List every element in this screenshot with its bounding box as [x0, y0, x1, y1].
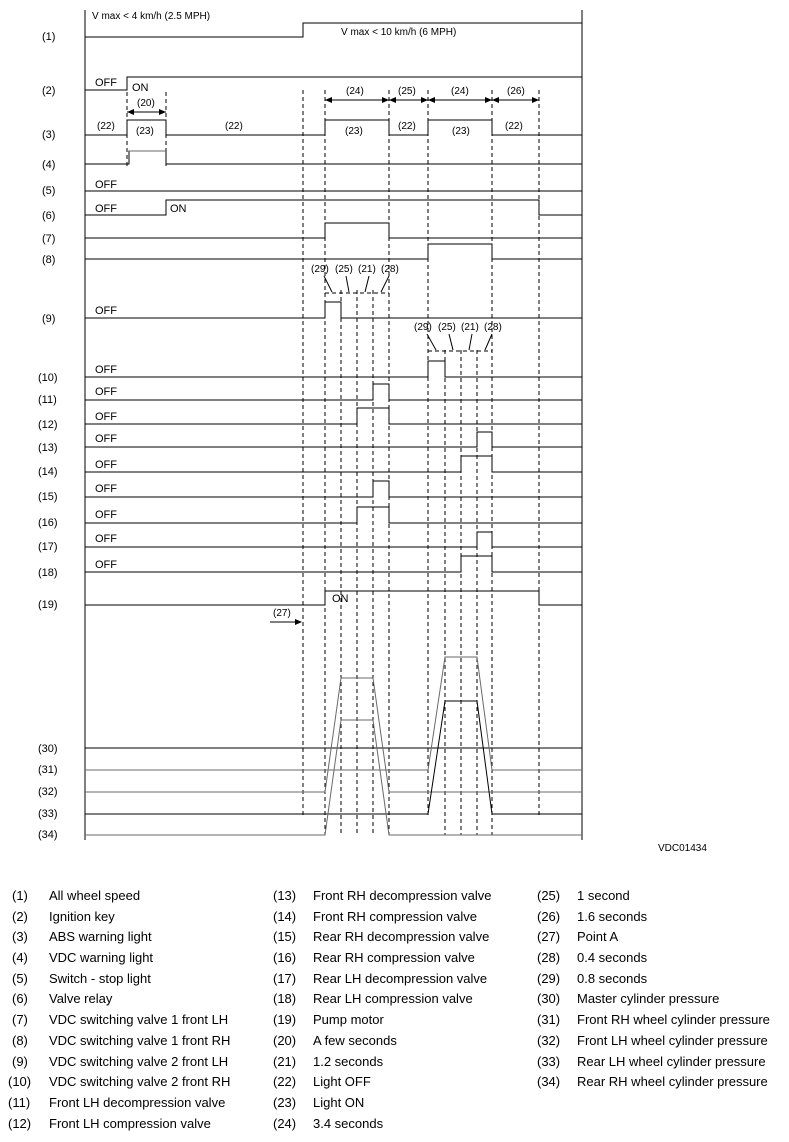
legend-item	[8, 1115, 262, 1137]
annotation-label: (29)	[414, 322, 432, 333]
row-number: (34)	[38, 829, 58, 841]
row-number: (10)	[38, 372, 58, 384]
legend-number: (16)	[273, 950, 297, 966]
legend-item	[537, 929, 787, 950]
legend-item	[273, 1074, 533, 1095]
row-number: (3)	[42, 129, 56, 141]
row-number: (9)	[42, 313, 56, 325]
legend-item	[537, 909, 787, 930]
row-number: (11)	[38, 394, 57, 406]
row-number: (15)	[38, 491, 58, 503]
legend-text: Rear RH decompression valve	[313, 929, 490, 945]
row-number: (2)	[42, 85, 56, 97]
legend-text: 0.4 seconds	[577, 950, 648, 966]
legend-text: 1 second	[577, 888, 630, 903]
legend-text: 1.2 seconds	[313, 1053, 384, 1069]
row-number: (7)	[42, 233, 56, 245]
legend-text: Point A	[577, 929, 619, 945]
annotation-label: (23)	[136, 126, 154, 137]
state-label: OFF	[95, 533, 117, 545]
row-number: (17)	[38, 541, 58, 553]
signal-rear-lh-decompression	[85, 532, 582, 547]
legend-text: Light OFF	[313, 1074, 371, 1090]
annotation-label: (22)	[398, 121, 416, 132]
legend-number: (17)	[273, 970, 297, 986]
legend-text: 0.8 seconds	[577, 970, 648, 986]
annotation-label: (21)	[358, 264, 376, 275]
legend-number: (26)	[537, 908, 561, 924]
legend-item	[273, 1033, 533, 1054]
row-number: (8)	[42, 254, 56, 266]
legend-text: Pump motor	[313, 1012, 384, 1028]
legend-number: (13)	[273, 888, 297, 903]
signal-rear-lh-wheel-pressure	[85, 701, 582, 814]
arrowhead	[325, 97, 332, 103]
legend-number: (7)	[12, 1012, 28, 1028]
legend-number: (33)	[537, 1053, 561, 1069]
legend-item	[537, 1074, 787, 1095]
row-number: (6)	[42, 210, 56, 222]
legend-item	[12, 929, 262, 950]
legend-text: Valve relay	[49, 991, 113, 1007]
legend-text: VDC switching valve 2 front LH	[49, 1053, 229, 1069]
legend-number: (29)	[537, 970, 561, 986]
legend-number: (23)	[273, 1094, 297, 1110]
annotation-label: (24)	[346, 86, 364, 97]
annotation-label: (25)	[335, 264, 353, 275]
legend-item	[537, 1012, 787, 1033]
arrowhead	[492, 97, 499, 103]
legend-number: (5)	[12, 970, 28, 986]
row-number: (16)	[38, 517, 58, 529]
legend-text: Front LH compression valve	[49, 1115, 211, 1131]
legend-number: (25)	[537, 888, 561, 903]
signal-rear-lh-compression	[85, 556, 582, 572]
legend-text: Front RH wheel cylinder pressure	[577, 1012, 770, 1028]
state-label: OFF	[95, 203, 117, 215]
legend-number: (32)	[537, 1032, 561, 1048]
interval-annotations	[97, 86, 539, 625]
legend-number: (28)	[537, 950, 561, 966]
legend-item	[273, 1095, 533, 1116]
state-label: OFF	[95, 509, 117, 521]
annotation-label: (28)	[484, 322, 502, 333]
row-number: (19)	[38, 599, 58, 611]
legend-text: Light ON	[313, 1094, 365, 1110]
state-label: ON	[132, 82, 149, 94]
legend-text: VDC warning light	[49, 950, 154, 966]
legend-item	[273, 929, 533, 950]
legend-number: (4)	[12, 950, 28, 966]
state-label: OFF	[95, 433, 117, 445]
annotation-label: (20)	[137, 98, 155, 109]
legend-text: 1.6 seconds	[577, 908, 648, 924]
leader-line	[469, 334, 472, 350]
annotation-label: (25)	[438, 322, 456, 333]
legend-text: VDC switching valve 2 front RH	[49, 1074, 231, 1090]
signal-switching-valve-2-front-rh	[85, 361, 582, 377]
legend-item	[12, 888, 262, 909]
signal-rear-rh-decompression	[85, 481, 582, 497]
legend-item	[273, 888, 533, 909]
legend-item	[8, 1094, 262, 1116]
legend-text: Rear RH wheel cylinder pressure	[577, 1074, 768, 1090]
legend-item	[12, 950, 262, 971]
signal-all-wheel-speed	[85, 23, 582, 37]
legend-number: (14)	[273, 908, 297, 924]
legend-number: (18)	[273, 991, 297, 1007]
legend-item	[537, 991, 787, 1012]
state-label: OFF	[95, 305, 117, 317]
legend-column	[537, 888, 787, 1095]
annotation-label: (22)	[505, 121, 523, 132]
row-number: (12)	[38, 419, 58, 431]
signal-switching-valve-1-front-lh	[85, 223, 582, 238]
signal-valve-relay	[85, 200, 582, 215]
legend-number: (22)	[273, 1074, 297, 1090]
leader-line	[381, 276, 389, 292]
annotation-label: (26)	[507, 86, 525, 97]
legend-text: Switch - stop light	[49, 970, 151, 986]
arrowhead	[382, 97, 389, 103]
legend-number: (6)	[12, 991, 28, 1007]
legend-column	[273, 888, 533, 1136]
speed-label-low: V max < 4 km/h (2.5 MPH)	[92, 11, 211, 22]
legend-number: (10)	[8, 1074, 32, 1090]
row-number: (32)	[38, 786, 58, 798]
arrowhead	[485, 97, 492, 103]
legend-number: (19)	[273, 1012, 297, 1028]
state-label: OFF	[95, 179, 117, 191]
state-label: OFF	[95, 559, 117, 571]
legend-item	[8, 1074, 262, 1095]
legend-item	[12, 971, 262, 992]
signal-switching-valve-2-front-lh	[85, 302, 582, 318]
legend-item	[537, 1054, 787, 1075]
legend-number: (8)	[12, 1032, 28, 1048]
leader-line	[449, 334, 453, 350]
row-number-labels	[38, 31, 58, 841]
state-labels	[95, 77, 349, 605]
legend-item	[273, 971, 533, 992]
legend-item	[12, 1054, 262, 1075]
legend-text: Ignition key	[49, 908, 115, 924]
legend-item	[12, 909, 262, 930]
legend-item	[273, 909, 533, 930]
arrowhead	[127, 109, 134, 115]
arrowhead	[421, 97, 428, 103]
legend-number: (2)	[12, 908, 28, 924]
legend-text: A few seconds	[313, 1032, 397, 1048]
state-label: OFF	[95, 459, 117, 471]
annotation-label: (28)	[381, 264, 399, 275]
leader-line	[485, 334, 492, 350]
legend-text: Rear LH decompression valve	[313, 970, 488, 986]
legend-item	[537, 950, 787, 971]
annotation-label: (29)	[311, 264, 329, 275]
row-number: (5)	[42, 185, 56, 197]
legend-text: ABS warning light	[49, 929, 152, 945]
legend-text: Rear LH compression valve	[313, 991, 473, 1007]
legend-item	[273, 1054, 533, 1075]
legend-item	[537, 1033, 787, 1054]
legend-number: (15)	[273, 929, 297, 945]
legend-item	[537, 971, 787, 992]
signal-front-rh-decompression	[85, 432, 582, 447]
signal-vdc-warning-light	[85, 151, 582, 164]
legend-number: (1)	[12, 888, 28, 903]
legend-number: (9)	[12, 1053, 28, 1069]
signal-rear-rh-compression	[85, 507, 582, 523]
legend-text: Front RH decompression valve	[313, 888, 492, 903]
signal-switching-valve-1-front-rh	[85, 244, 582, 259]
arrowhead	[428, 97, 435, 103]
row-number: (4)	[42, 159, 56, 171]
legend-text: Rear LH wheel cylinder pressure	[577, 1053, 766, 1069]
legend-text: Master cylinder pressure	[577, 991, 720, 1007]
legend-number: (27)	[537, 929, 561, 945]
annotation-label: (21)	[461, 322, 479, 333]
arrowhead	[389, 97, 396, 103]
legend-item	[12, 1033, 262, 1054]
annotation-label: (27)	[273, 608, 291, 619]
legend-item	[537, 888, 787, 909]
legend-number: (21)	[273, 1053, 297, 1069]
state-label: ON	[332, 593, 349, 605]
annotation-label: (22)	[97, 121, 115, 132]
legend-text: All wheel speed	[49, 888, 141, 903]
legend-text: VDC switching valve 1 front RH	[49, 1032, 231, 1048]
legend-number: (31)	[537, 1012, 561, 1028]
legend-text: Front LH decompression valve	[49, 1094, 226, 1110]
signal-front-rh-compression	[85, 456, 582, 472]
arrowhead	[295, 619, 302, 625]
annotation-label: (25)	[398, 86, 416, 97]
legend-number: (12)	[8, 1115, 32, 1131]
arrowhead	[532, 97, 539, 103]
legend	[0, 888, 789, 1138]
annotation-label: (24)	[451, 86, 469, 97]
row-number: (33)	[38, 808, 58, 820]
state-label: OFF	[95, 386, 117, 398]
signal-front-lh-decompression	[85, 384, 582, 400]
state-label: OFF	[95, 411, 117, 423]
legend-text: 3.4 seconds	[313, 1115, 384, 1131]
legend-item	[12, 991, 262, 1012]
state-label: OFF	[95, 77, 117, 89]
annotation-label: (22)	[225, 121, 243, 132]
figure-id: VDC01434	[658, 843, 707, 854]
legend-column	[8, 888, 262, 1136]
row-number: (14)	[38, 466, 58, 478]
legend-number: (30)	[537, 991, 561, 1007]
legend-text: VDC switching valve 1 front LH	[49, 1012, 229, 1028]
annotation-label: (23)	[345, 126, 363, 137]
legend-item	[273, 1012, 533, 1033]
row-number: (30)	[38, 743, 58, 755]
legend-number: (3)	[12, 929, 28, 945]
legend-number: (34)	[537, 1074, 561, 1090]
legend-number: (24)	[273, 1115, 297, 1131]
signal-front-rh-wheel-pressure	[85, 657, 582, 770]
legend-item	[273, 950, 533, 971]
state-label: ON	[170, 203, 187, 215]
row-number: (18)	[38, 567, 58, 579]
row-number: (13)	[38, 442, 58, 454]
leader-line	[365, 276, 369, 292]
row-number: (1)	[42, 31, 56, 43]
leader-line	[346, 276, 349, 292]
signal-rear-rh-wheel-pressure	[85, 720, 582, 835]
legend-text: Front RH compression valve	[313, 908, 477, 924]
legend-number: (11)	[8, 1094, 31, 1110]
legend-text: Rear RH compression valve	[313, 950, 475, 966]
annotation-label: (23)	[452, 126, 470, 137]
speed-label-high: V max < 10 km/h (6 MPH)	[341, 27, 457, 38]
legend-item	[12, 1012, 262, 1033]
state-label: OFF	[95, 483, 117, 495]
legend-item	[273, 991, 533, 1012]
legend-item	[273, 1116, 533, 1137]
state-label: OFF	[95, 364, 117, 376]
signal-front-lh-compression	[85, 408, 582, 424]
arrowhead	[159, 109, 166, 115]
legend-text: Front LH wheel cylinder pressure	[577, 1032, 768, 1048]
legend-number: (20)	[273, 1032, 297, 1048]
row-number: (31)	[38, 764, 58, 776]
